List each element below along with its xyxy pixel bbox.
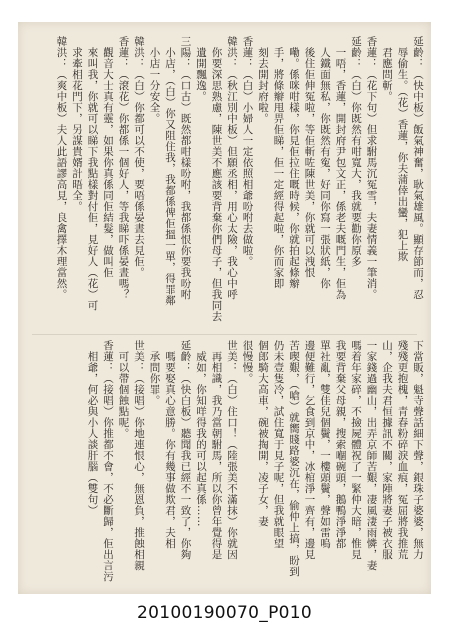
image-id-caption: 20100190070_P010 bbox=[137, 603, 312, 623]
text-column: 你要深思熟慮，陳世美不應該要背棄你們母子，但我同去 bbox=[210, 36, 223, 322]
text-column: 香蓮：（白）小婦人一定依照相爺吩咐去做啦。 bbox=[241, 36, 254, 267]
text-column: 手，將條辮甩畀佢睇，佢一定經得起啦，你而家即 bbox=[272, 36, 285, 289]
text-column: 韓洪：（秋江別中板）但願丞相，用心太險，我心中呼 bbox=[226, 36, 238, 300]
text-column: 山，企我夫君恒據訊不關，家陣將妻子被衣服 bbox=[381, 340, 393, 560]
text-column: 延齡：（白）你既然有咁寬大，我就要勸你原多 bbox=[350, 36, 362, 267]
text-column: 人鐵面無私，你既然有寃，好同你寫一張狀紙，你 bbox=[319, 36, 331, 289]
text-column: 香蓮：（接唱）你推都不會，不必斷歸，佢出言污 bbox=[102, 340, 114, 582]
text-column: 三陽：（口古）既然都咁樣吩咐，我都係恨你要我吩咐 bbox=[179, 36, 192, 300]
text-column: 小店一分安全。 bbox=[148, 36, 161, 124]
text-column: 延齡：（快中板）飯氣神奮，耿氣雄風。顯存節而，忍 bbox=[412, 36, 424, 300]
text-column: 觀音大士真有靈，如果你真係同佢結髮，做叫佢 bbox=[102, 36, 114, 278]
text-column: 辱偷生。（花）香蓮，你夫蒲倖出蠻，犯上欺 bbox=[396, 36, 409, 262]
text-column: 韓洪：（白）你都可以不使，要唔係晏晝去見佢。 bbox=[133, 36, 145, 278]
text-column: 下當販，魁寺聲話細下聲，銀珠子婆婆，無力 bbox=[412, 340, 424, 560]
text-column: 個郎騎大高車，碗被掏開，凌子女，妻 bbox=[257, 340, 269, 527]
text-column: 來叫我，你就可以睇下我點樣對付佢，見好人（花）可 bbox=[86, 36, 99, 311]
text-column: 單社亂，雙佳兒個鬢，一樓頭鬢，聲如雷嗚 bbox=[319, 340, 331, 549]
text-column: 嘞。係咪咁樣，你見佢拉住嘅時候，你就拍起條辮 bbox=[288, 36, 300, 289]
text-column: 小店，（白）你又阻住我，我都係俾佢搵一單，得罪鄰 bbox=[164, 36, 176, 306]
text-column: 再相識，我乃當朝駙馬，所以你曾年覺得是 bbox=[210, 340, 223, 560]
lower-text-block bbox=[18, 340, 431, 584]
text-column: 邊便難行，乞食到京中，冰棺淨一齊有，邊見 bbox=[303, 340, 316, 560]
text-column: 我要背棄父母親，搜索嗰碗頭，鵝鴨淨淨都 bbox=[334, 340, 347, 549]
text-column: 延齡：（快白板）聽聞我已經不一致了，你夠 bbox=[179, 340, 192, 560]
text-column: 後住佢伸冤啦，等佢斬咗陳世美，你就可以洩恨 bbox=[303, 36, 316, 278]
text-column: 可以帶個蝕點呢。 bbox=[117, 340, 130, 439]
text-column: 一唔，香蓮，開封府尹包文正，係老夫嘅門生，佢為 bbox=[334, 36, 347, 300]
text-column: 世美：（白）住口！（陸張美不滿抹）你就因 bbox=[226, 340, 238, 560]
text-column: 承問你罪。 bbox=[148, 340, 161, 406]
text-column: 嗎要娶真心意勝。你有幾事做欺君，夫相 bbox=[164, 340, 176, 549]
text-column: 君應問斬。 bbox=[381, 36, 393, 102]
text-column: 苦喫艱，（嗆）就嚮賤路婆沉在，偷仲上搞，盼到 bbox=[288, 340, 300, 577]
text-column: 殘殘更抱槐，青春粉碎淚血痕，冤屈將我推荒 bbox=[396, 340, 409, 560]
text-column: 世美：（接唱）你地連恨心，無恩負，推蝕相親 bbox=[133, 340, 145, 571]
text-column: 韓洪：（爽中板）夫人此語謬高見，良禽擇木理當然。 bbox=[55, 36, 68, 300]
text-column: 求牽相花門下，另謀貴婿計晤全。 bbox=[71, 36, 83, 212]
document-page bbox=[18, 22, 431, 594]
text-column: 嗎着年家碎，不撿屍體祝了一緊仲大暗，惟見 bbox=[350, 340, 362, 560]
text-column: 仍未壹隻冷，試住寬于見子呢，但我就眼望 bbox=[272, 340, 285, 549]
text-column: 遺開飄逸。 bbox=[195, 36, 207, 102]
text-column: 很慢慢。 bbox=[241, 340, 254, 384]
text-column: 一家錢過幽山，出弄京師苦艱，凄風淒雨憐，妻 bbox=[365, 340, 378, 571]
page-fold-divider bbox=[32, 334, 417, 335]
text-column: 威如，你知咩得我的可以起真係…… bbox=[195, 340, 207, 527]
text-column: 刻去開封府啦。 bbox=[257, 36, 269, 124]
upper-text-block bbox=[18, 36, 431, 332]
text-column: 香蓮：（花下句）但求駙馬沉冤雪，夫妻情義一筆消。 bbox=[365, 36, 378, 300]
text-column: 相爺，何必與小人談肝腦（雙句） bbox=[86, 340, 99, 516]
text-column: 香蓮：（滾花）你都係一個好人，等我睇吓係晏晝嗎？ bbox=[117, 36, 130, 300]
